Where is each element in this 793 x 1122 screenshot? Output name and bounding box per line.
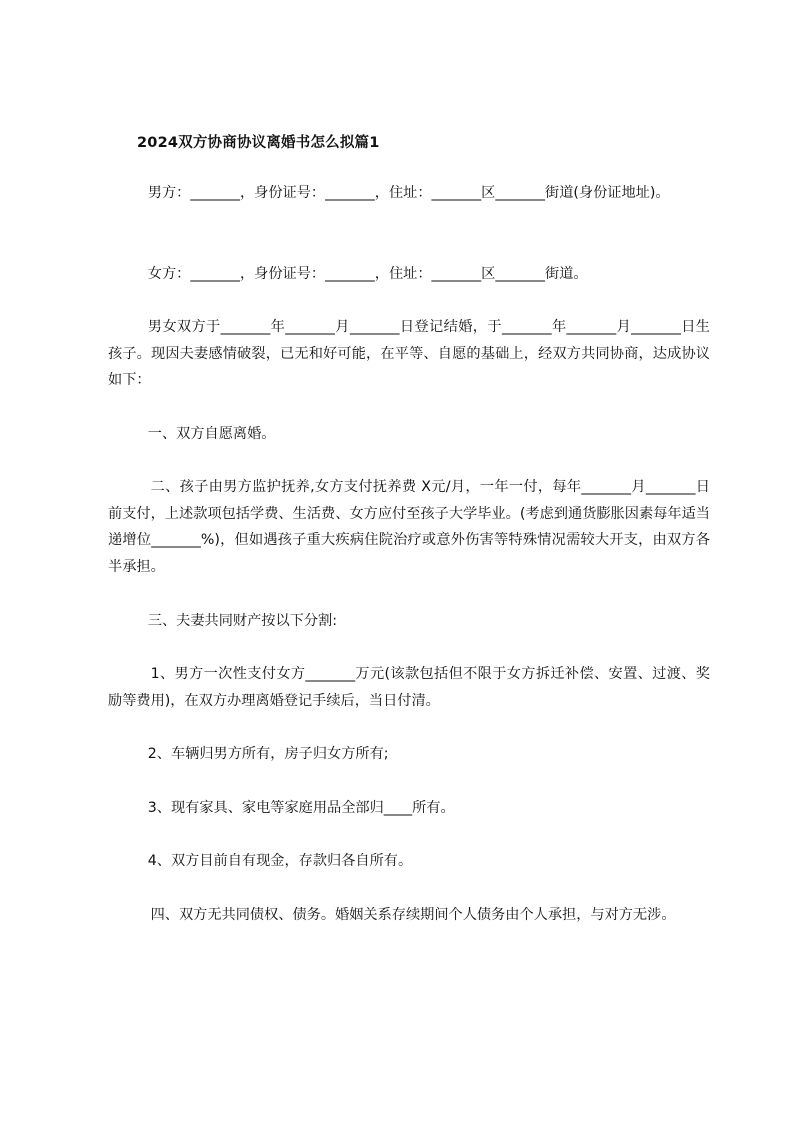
document-title: 2024双方协商协议离婚书怎么拟篇1 [137, 135, 380, 151]
paragraph-clause-2: 二、孩子由男方监护抚养,女方支付抚养费 X元/月，一年一付，每年_______月_______日前支付，上述款项包括学费、生活费、女方应付至孩子大学毕业。(考虑到通货膨胀因素每年适当递增位_______%)，但如遇孩子重大疾病住院治疗或意外伤害等特殊情况需较大开支，由双方各半承担。 [108, 479, 710, 575]
paragraph-clause-4: 四、双方无共同债权、债务。婚姻关系存续期间个人债务由个人承担，与对方无涉。 [150, 907, 676, 923]
paragraph-female-party: 女方：_______，身份证号：_______，住址：_______区_______街道。 [147, 266, 588, 282]
paragraph-item-3: 3、现有家具、家电等家庭用品全部归____所有。 [147, 800, 455, 816]
paragraph-marriage-info: 男女双方于_______年_______月_______日登记结婚，于_______年_______月_______日生孩子。现因夫妻感情破裂，已无和好可能，在平等、自愿的基础上，经双方共同协商，达成协议如下： [108, 319, 710, 388]
paragraph-item-4: 4、双方目前自有现金，存款归各自所有。 [147, 853, 413, 869]
paragraph-item-2: 2、车辆归男方所有，房子归女方所有; [147, 746, 389, 762]
paragraph-clause-1: 一、双方自愿离婚。 [147, 426, 276, 442]
paragraph-item-1: 1、男方一次性支付女方_______万元(该款包括但不限于女方拆迁补偿、安置、过渡、奖励等费用)，在双方办理离婚登记手续后，当日付清。 [108, 666, 710, 709]
paragraph-male-party: 男方：_______，身份证号：_______，住址：_______区_______街道(身份证地址)。 [147, 185, 670, 201]
paragraph-clause-3: 三、夫妻共同财产按以下分割: [147, 613, 337, 629]
